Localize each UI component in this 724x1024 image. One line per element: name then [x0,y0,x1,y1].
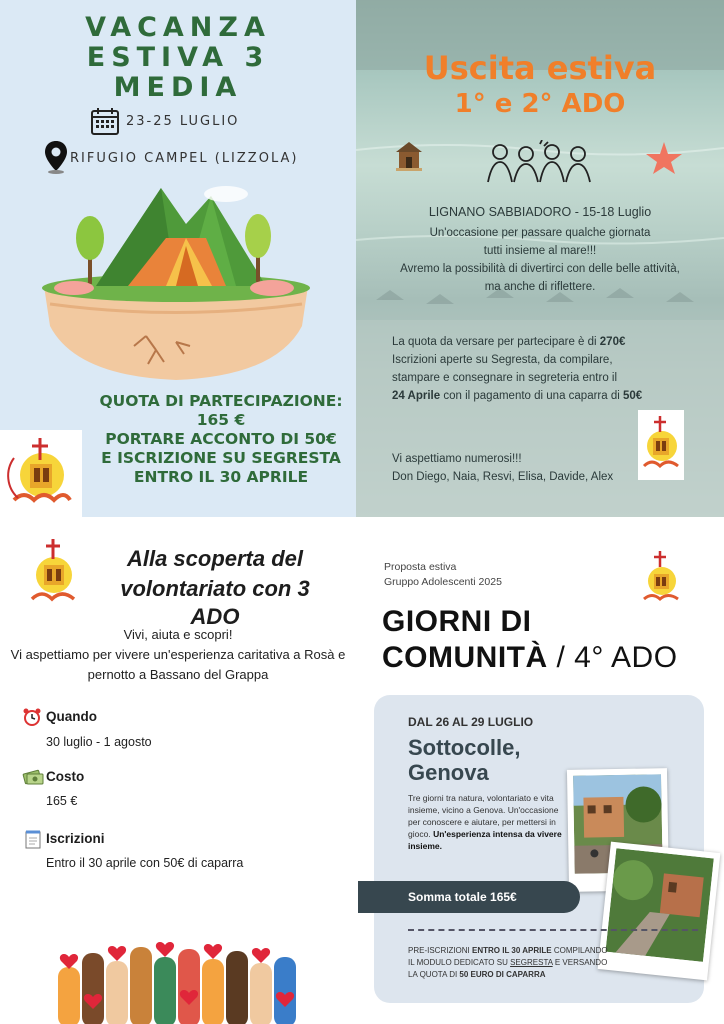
closing-1: Vi aspettiamo numerosi!!! [392,453,522,465]
date-range: DAL 26 AL 29 LUGLIO [408,715,534,729]
panel-volontariato [0,517,356,1024]
place-dates: LIGNANO SABBIADORO - 15-18 Luglio [428,205,652,219]
quota-line-1: QUOTA DI PARTECIPAZIONE: [99,392,343,410]
title-line-2: ESTIVA 3 [86,42,270,73]
closing-2: Don Diego, Naia, Resvi, Elisa, Davide, Alex [392,471,614,483]
notepad-icon [24,829,42,849]
city-line-2: Genova [408,760,489,785]
intro-1: Un'occasione per passare qualche giornata [429,227,651,239]
location: RIFUGIO CAMPEL (LIZZOLA) [70,151,299,166]
desc-bold: Un'esperienza intensa da vivere insieme. [408,829,562,851]
iscrizioni-label: Iscrizioni [46,831,105,846]
title-line-2 [382,641,678,675]
proposal-1: Proposta estiva [384,561,457,573]
starfish-icon [644,140,684,176]
total-banner: Somma totale 165€ [358,881,580,913]
proposal-2: Gruppo Adolescenti 2025 [384,576,502,588]
intro-1: Vivi, aiuta e scopri! [123,627,233,642]
quota-line-3: stampare e consegnare in segreteria entro il [392,372,618,384]
registration-note [408,945,608,981]
foot-2: ENTRO IL 30 APRILE [472,946,552,955]
quota-line-4: E ISCRIZIONE SU SEGRESTA [101,449,341,467]
quota-text: La quota da versare per partecipare è di [392,336,600,348]
title-comunita: COMUNITÀ [382,641,548,674]
quota-text-4: con il pagamento di una caparra di [440,390,623,402]
photo-stairs [598,842,721,981]
intro-4: ma anche di riflettere. [484,281,596,293]
foot-6: 50 EURO DI CAPARRA [459,970,546,979]
intro-2: Vi aspettiamo per vivere un'esperienza caritativa a Rosà e [10,647,346,662]
quando-value: 30 luglio - 1 agosto [46,735,152,749]
parish-logo [0,430,82,517]
title-line-2: volontariato con 3 ADO [120,576,310,629]
location-pin-icon [44,140,68,174]
quota-line-2: Iscrizioni aperte su Segresta, da compilare, [392,354,613,366]
parish-logo [638,547,684,611]
desc-text: Tre giorni tra natura, volontariato e vita insieme, vicino a Genova. Un'occasione per conoscere e aiutare, per mettersi in gioco. [408,793,559,839]
title-line-1: Alla scoperta del [126,546,304,571]
quota-deposit: 50€ [623,390,643,402]
costo-label: Costo [46,769,85,784]
calendar-icon [90,106,120,136]
parish-logo [26,535,82,611]
quando-label: Quando [46,709,97,724]
foot-1: PRE-ISCRIZIONI [408,946,473,955]
costo-value: 165 € [46,794,78,808]
iscrizioni-value: Entro il 30 aprile con 50€ di caparra [46,856,244,870]
title-line-1: GIORNI DI [382,605,532,638]
dates: 23-25 LUGLIO [126,114,240,129]
quota-line-5: ENTRO IL 30 APRILE [133,468,309,486]
title-line-3: MEDIA [113,72,243,103]
description [408,792,573,852]
quota-line-1 [392,333,625,351]
panel-giorni-comunita [356,517,724,1024]
quota-line-4 [392,387,642,405]
intro-3: pernotto a Bassano del Grappa [87,667,269,682]
intro-3: Avremo la possibilità di divertirci con delle belle attività, [400,263,680,275]
foot-5: E VERSANDO LA QUOTA DI [408,958,608,979]
parish-logo [638,410,684,480]
panel-vacanza-estiva [0,0,356,517]
panel-uscita-estiva [356,0,724,517]
title-line-1: VACANZA [85,12,271,43]
quota-deadline: 24 Aprile [392,390,441,402]
raised-hands-hearts-illustration [50,927,305,1024]
money-icon [22,767,44,787]
title-line-1: Uscita estiva [423,49,657,87]
title-line-2: 1° e 2° ADO [454,89,626,119]
title-suffix: / 4° ADO [547,641,678,674]
dashed-divider [408,929,698,931]
quota-amount: 270€ [599,336,626,348]
city-line-1: Sottocolle, [408,735,521,760]
quota-line-2: 165 € [196,411,246,429]
beach-hut-icon [394,140,424,172]
alarm-clock-icon [22,707,42,727]
quota-line-3: PORTARE ACCONTO DI 50€ [105,430,337,448]
foot-3: COMPILANDO IL MODULO DEDICATO SU [408,946,608,967]
group-friends-icon [482,140,597,184]
tent-island-illustration [36,176,316,386]
intro-2: tutti insieme al mare!!! [483,245,597,257]
foot-4: SEGRESTA [510,958,553,967]
